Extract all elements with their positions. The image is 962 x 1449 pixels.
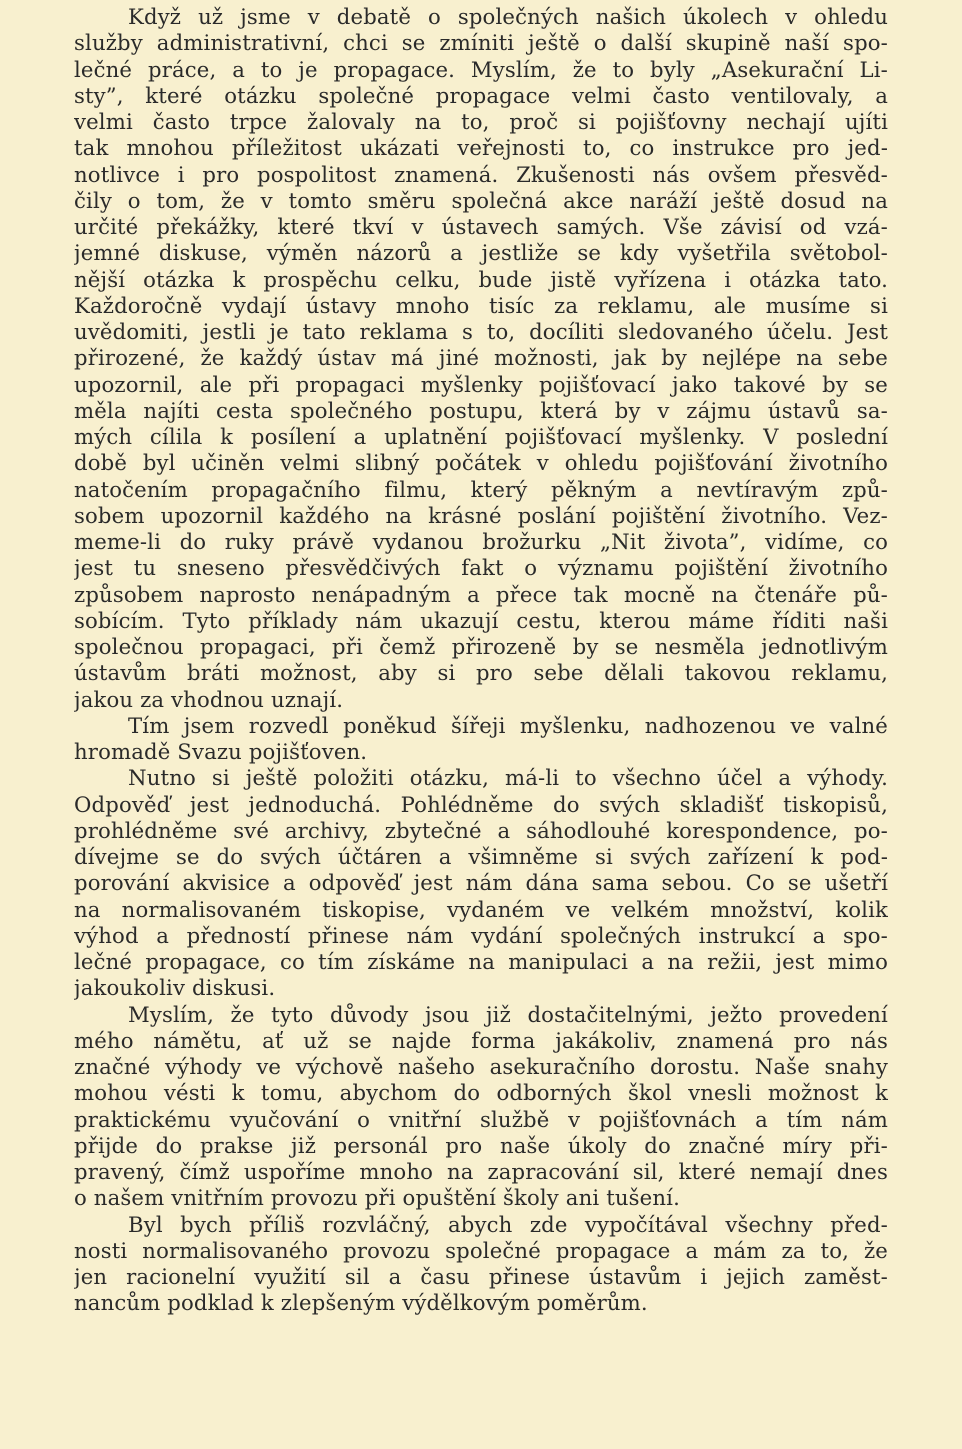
text-line: Byl bych příliš rozvláčný, abych zde vypočítával všechny před- [128, 1211, 888, 1237]
text-line: dívejme se do svých účtáren a všimněme si svých zařízení k pod- [74, 844, 888, 869]
paragraph [74, 4, 888, 713]
text-line: sobícím. Tyto příklady nám ukazují cestu, kterou máme říditi naši [74, 607, 888, 633]
text-line: době byl učiněn velmi slibný počátek v ohledu pojišťování životního [74, 450, 888, 476]
text-line: uvědomiti, jestli je tato reklama s to, docíliti sledovaného účelu. Jest [74, 319, 888, 344]
text-line: jen racionelní využití sil a času přinese ústavům i jejich zaměst- [74, 1264, 888, 1289]
text-line: nější otázka k prospěchu celku, bude jistě vyřízena i otázka tato. [74, 266, 888, 292]
text-line: čily o tom, že v tomto směru společná akce naráží ještě dosud na [74, 187, 888, 213]
text-line: Odpověď jest jednoduchá. Pohlédněme do svých skladišť tiskopisů, [74, 791, 888, 817]
text-line: výhod a předností přinese nám vydání společných instrukcí a spo- [74, 922, 888, 948]
text-line: prohlédněme své archivy, zbytečné a sáhodlouhé korespondence, po- [74, 817, 888, 843]
text-line: hromadě Svazu pojišťoven. [74, 739, 368, 764]
text-line: služby administrativní, chci se zmíniti ještě o další skupině naší spo- [74, 30, 888, 56]
text-line: pravený, čímž uspoříme mnoho na zapracování sil, které nemají dnes [74, 1159, 888, 1184]
text-line: jakou za vhodnou uznají. [74, 686, 344, 712]
text-line: lečné práce, a to je propagace. Myslím, že to byly „Asekurační Li- [74, 56, 888, 82]
text-line: velmi často trpce žalovaly na to, proč si pojišťovny nechají ujíti [74, 109, 888, 134]
text-line: značné výhody ve výchově našeho asekuračního dorostu. Naše snahy [74, 1054, 888, 1079]
text-line: Když už jsme v debatě o společných našich úkolech v ohledu [128, 4, 888, 29]
text-line: meme-li do ruky právě vydanou brožurku „Nit života”, vidíme, co [74, 529, 888, 554]
paragraph [74, 1212, 888, 1317]
text-line: jest tu sneseno přesvědčivých fakt o významu pojištění životního [74, 555, 888, 581]
text-line: přijde do prakse již personál pro naše úkoly do značné míry při- [74, 1132, 888, 1158]
text-line: určité překážky, které tkví v ústavech samých. Vše závisí od vzá- [74, 214, 888, 239]
text-line: lečné propagace, co tím získáme na manipulaci a na režii, jest mimo [74, 949, 888, 974]
document-body [74, 4, 888, 1317]
text-line: způsobem naprosto nenápadným a přece tak mocně na čtenáře pů- [74, 581, 888, 607]
text-line: ústavům bráti možnost, aby si pro sebe dělali takovou reklamu, [74, 660, 888, 686]
text-line: notlivce i pro pospolitost znamená. Zkušenosti nás ovšem přesvěd- [74, 161, 888, 187]
text-line: na normalisovaném tiskopise, vydaném ve velkém množství, kolik [74, 896, 888, 922]
text-line: tak mnohou příležitost ukázati veřejnosti to, co instrukce pro jed- [74, 135, 888, 161]
paragraph [74, 1002, 888, 1212]
text-line: mých cílila k posílení a uplatnění pojišťovací myšlenky. V poslední [74, 424, 888, 449]
text-line: nancům podklad k zlepšeným výdělkovým poměrům. [74, 1290, 648, 1316]
text-line: Tím jsem rozvedl poněkud šířeji myšlenku, nadhozenou ve valné [128, 712, 888, 738]
paragraph [74, 713, 888, 766]
text-line: upozornil, ale při propagaci myšlenky pojišťovací jako takové by se [74, 371, 888, 397]
text-line: společnou propagaci, při čemž přirozeně by se nesměla jednotlivým [74, 634, 888, 659]
text-line: přirozené, že každý ústav má jiné možnosti, jak by nejlépe na sebe [74, 345, 888, 371]
text-line: o našem vnitřním provozu při opuštění školy ani tušení. [74, 1185, 680, 1211]
text-line: jemné diskuse, výměn názorů a jestliže se kdy vyšetřila světobol- [74, 240, 888, 266]
text-line: sty”, které otázku společné propagace velmi často ventilovaly, a [74, 82, 888, 108]
text-line: praktickému vyučování o vnitřní službě v pojišťovnách a tím nám [74, 1106, 888, 1132]
text-line: porování akvisice a odpověď jest nám dána sama sebou. Co se ušetří [74, 870, 888, 896]
text-line: natočením propagačního filmu, který pěkným a nevtíravým způ- [74, 476, 888, 502]
paragraph [74, 765, 888, 1001]
text-line: Každoročně vydají ústavy mnoho tisíc za reklamu, ale musíme si [74, 292, 888, 318]
text-line: Myslím, že tyto důvody jsou již dostačitelnými, ježto provedení [128, 1001, 888, 1027]
text-line: nosti normalisovaného provozu společné propagace a mám za to, že [74, 1237, 888, 1263]
text-line: Nutno si ještě položiti otázku, má-li to všechno účel a výhody. [128, 765, 888, 791]
text-line: měla najíti cesta společného postupu, která by v zájmu ústavů sa- [74, 397, 888, 423]
text-line: jakoukoliv diskusi. [74, 975, 276, 1001]
text-line: mého námětu, ať už se najde forma jakákoliv, znamená pro nás [74, 1027, 888, 1053]
text-line: sobem upozornil každého na krásné poslání pojištění životního. Vez- [74, 502, 888, 528]
text-line: mohou vésti k tomu, abychom do odborných škol vnesli možnost k [74, 1080, 888, 1106]
